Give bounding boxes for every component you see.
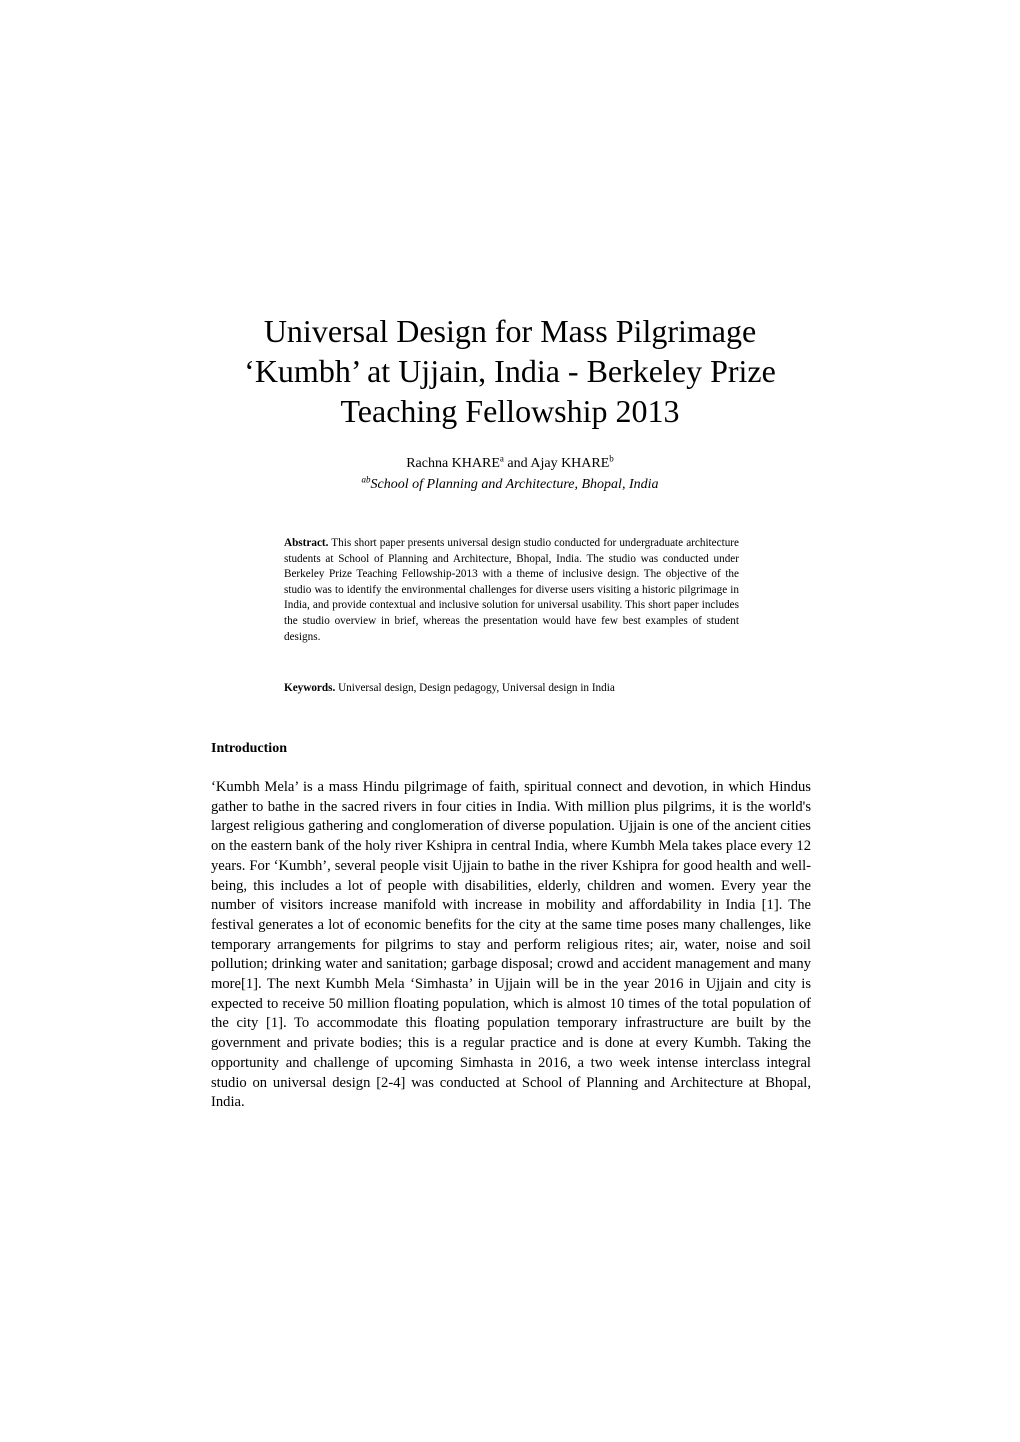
title-line-1: Universal Design for Mass Pilgrimage xyxy=(263,313,757,349)
section-heading-introduction: Introduction xyxy=(211,741,287,756)
abstract-label: Abstract. xyxy=(284,537,329,549)
keywords-label: Keywords. xyxy=(284,682,336,694)
title-line-2: ‘Kumbh’ at Ujjain, India - Berkeley Prize xyxy=(244,353,776,389)
introduction-paragraph: ‘Kumbh Mela’ is a mass Hindu pilgrimage of faith, spiritual connect and devotion, in which Hindus gather to bathe in the sacred rivers in four cities in India. With million plus pilgrims, it is the world's largest religious gathering and conglomeration of diverse population. Ujjain is one of the ancient cities on the eastern bank of the holy river Kshipra in central India, where Kumbh Mela takes place every 12 years. For ‘Kumbh’, several people visit Ujjain to bathe in the river Kshipra for good health and well-being, this includes a lot of people with disabilities, elderly, children and women. Every year the number of visitors increase manifold with increase in mobility and affordability in India [1]. The festival generates a lot of economic benefits for the city at the same time poses many challenges, like temporary arrangements for pilgrims to stay and perform religious rites; air, water, noise and soil pollution; drinking water and sanitation; garbage disposal; crowd and accident management and many more[1]. The next Kumbh Mela ‘Simhasta’ in Ujjain will be in the year 2016 in Ujjain and city is expected to receive 50 million floating population, which is almost 10 times of the total population of the city [1]. To accommodate this floating population temporary infrastructure are built by the government and private bodies; this is a regular practice and is done at every Kumbh. Taking the opportunity and challenge of upcoming Simhasta in 2016, a two week intense interclass integral studio on universal design [2-4] was conducted at School of Planning and Architecture at Bhopal, India. xyxy=(211,779,811,1111)
abstract-block xyxy=(284,536,739,645)
keywords-block xyxy=(284,681,739,697)
author-conjunction: and xyxy=(503,456,531,471)
author-1-name: Rachna KHARE xyxy=(406,456,500,471)
author-1-affiliation-mark: a xyxy=(499,453,504,464)
affiliation-mark: ab xyxy=(361,474,371,485)
keywords-text: Universal design, Design pedagogy, Universal design in India xyxy=(335,682,615,694)
author-2-name: Ajay KHARE xyxy=(530,456,610,471)
paper-title xyxy=(180,311,840,431)
abstract-text: This short paper presents universal design studio conducted for undergraduate architecture students at School of Planning and Architecture, Bhopal, India. The studio was conducted under Berkeley Prize Teaching Fellowship-2013 with a theme of inclusive design. The objective of the studio was to identify the environmental challenges for diverse users visiting a historic pilgrimage in India, and provide contextual and inclusive solution for universal usability. This short paper includes the studio overview in brief, whereas the presentation would have few best examples of student designs. xyxy=(284,537,739,643)
title-line-3: Teaching Fellowship 2013 xyxy=(340,393,680,429)
affiliation-text: School of Planning and Architecture, Bhopal, India xyxy=(370,477,659,492)
affiliation-line xyxy=(260,476,760,494)
author-2-affiliation-mark: b xyxy=(609,453,614,464)
author-line xyxy=(260,455,760,473)
